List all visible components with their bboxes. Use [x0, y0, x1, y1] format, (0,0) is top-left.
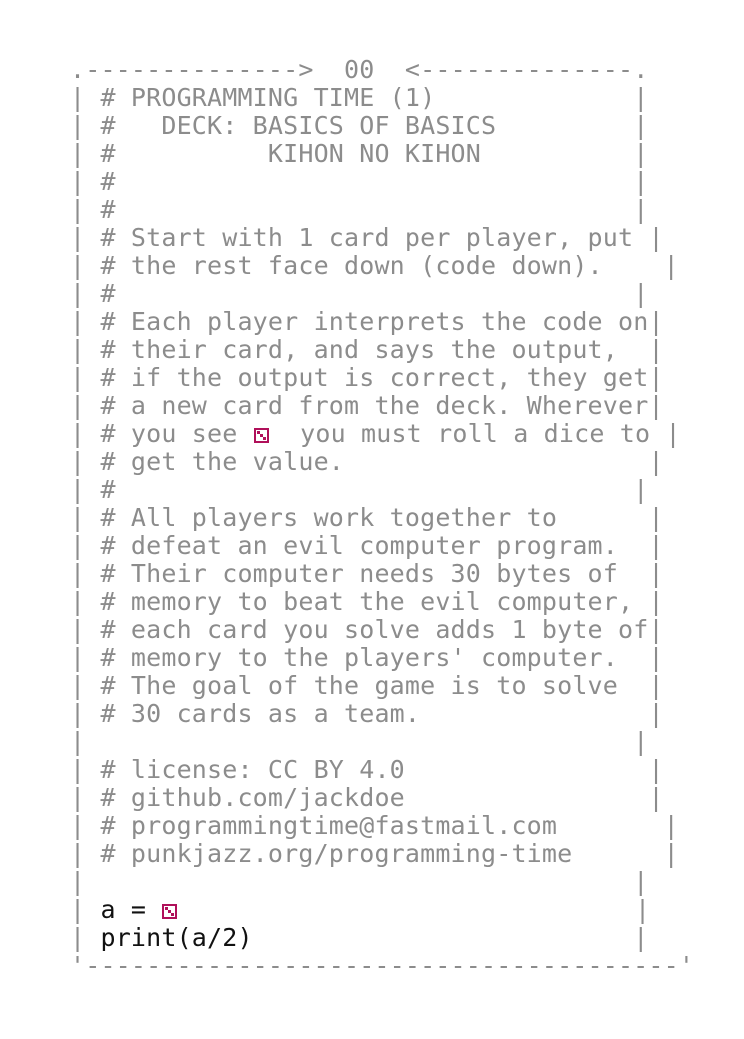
left-edge: | [70, 111, 86, 140]
license-comment: # license: CC BY 4.0 [100, 755, 405, 784]
right-edge: | [648, 643, 664, 672]
left-edge: | [70, 503, 86, 532]
code-print-line: print(a/2) [100, 923, 253, 952]
top-border-right: <--------------. [404, 55, 649, 84]
card-line [70, 868, 694, 896]
left-edge: | [70, 475, 86, 504]
right-edge: | [633, 167, 649, 196]
comment-line: # the rest face down (code down). [100, 251, 603, 280]
left-edge: | [70, 587, 86, 616]
comment-line: # memory to the players' computer. [100, 643, 618, 672]
comment-line: # you see [100, 419, 253, 448]
right-edge: | [648, 307, 664, 336]
right-edge: | [648, 671, 664, 700]
left-edge: | [70, 531, 86, 560]
right-edge: | [648, 391, 664, 420]
comment-line: # Each player interprets the code on [100, 307, 649, 336]
left-edge: | [70, 559, 86, 588]
left-edge: | [70, 727, 86, 756]
card-line [70, 896, 694, 924]
card-number: 00 [344, 55, 375, 84]
comment-line: # Their computer needs 30 bytes of [100, 559, 618, 588]
left-edge: | [70, 307, 86, 336]
left-edge: | [70, 363, 86, 392]
right-edge: | [648, 755, 664, 784]
right-edge: | [648, 615, 664, 644]
card-bottom-border [70, 952, 694, 980]
right-edge: | [633, 727, 649, 756]
card-line [70, 84, 694, 112]
dice-icon [162, 904, 177, 919]
comment-line: # [100, 279, 116, 308]
left-edge: | [70, 391, 86, 420]
left-edge: | [70, 447, 86, 476]
right-edge: | [648, 363, 664, 392]
right-edge: | [648, 503, 664, 532]
right-edge: | [635, 895, 651, 924]
right-edge: | [648, 335, 664, 364]
card-line [70, 756, 694, 784]
right-edge: | [633, 139, 649, 168]
right-edge: | [633, 923, 649, 952]
right-edge: | [633, 867, 649, 896]
left-edge: | [70, 223, 86, 252]
right-edge: | [633, 83, 649, 112]
comment-line: # if the output is correct, they get [100, 363, 649, 392]
card-line [70, 448, 694, 476]
card-line [70, 392, 694, 420]
card-line [70, 560, 694, 588]
card-line [70, 252, 694, 280]
dice-icon [254, 428, 269, 443]
card-line [70, 728, 694, 756]
comment-line: # a new card from the deck. Wherever [100, 391, 649, 420]
deck-comment: # DECK: BASICS OF BASICS [100, 111, 497, 140]
top-border-left: .--------------> [70, 55, 314, 84]
card-line [70, 924, 694, 952]
comment-line: # [100, 475, 116, 504]
right-edge: | [648, 447, 664, 476]
card-line [70, 308, 694, 336]
left-edge: | [70, 335, 86, 364]
right-edge: | [648, 531, 664, 560]
right-edge: | [633, 475, 649, 504]
comment-line: # [100, 167, 116, 196]
left-edge: | [70, 643, 86, 672]
website-comment: # punkjazz.org/programming-time [100, 839, 573, 868]
right-edge: | [633, 111, 649, 140]
comment-line: you must roll a dice to [269, 419, 651, 448]
comment-line: # defeat an evil computer program. [100, 531, 618, 560]
left-edge: | [70, 195, 86, 224]
right-edge: | [663, 811, 679, 840]
left-edge: | [70, 839, 86, 868]
comment-line: # [100, 195, 116, 224]
comment-line: # The goal of the game is to solve [100, 671, 618, 700]
title-comment: # PROGRAMMING TIME (1) [100, 83, 436, 112]
left-edge: | [70, 923, 86, 952]
right-edge: | [648, 559, 664, 588]
card-line [70, 140, 694, 168]
card-line [70, 588, 694, 616]
left-edge: | [70, 419, 86, 448]
github-comment: # github.com/jackdoe [100, 783, 405, 812]
card-line [70, 168, 694, 196]
card-line [70, 364, 694, 392]
card-line [70, 784, 694, 812]
left-edge: | [70, 755, 86, 784]
card-line [70, 196, 694, 224]
right-edge: | [648, 223, 664, 252]
left-edge: | [70, 699, 86, 728]
left-edge: | [70, 279, 86, 308]
card-line [70, 672, 694, 700]
comment-line: # All players work together to [100, 503, 558, 532]
left-edge: | [70, 811, 86, 840]
right-edge: | [648, 587, 664, 616]
left-edge: | [70, 83, 86, 112]
left-edge: | [70, 139, 86, 168]
left-edge: | [70, 167, 86, 196]
card-line [70, 280, 694, 308]
right-edge: | [665, 419, 681, 448]
program-card [70, 56, 694, 980]
comment-line: # their card, and says the output, [100, 335, 618, 364]
right-edge: | [648, 699, 664, 728]
comment-line: # Start with 1 card per player, put [100, 223, 634, 252]
comment-line: # get the value. [100, 447, 345, 476]
left-edge: | [70, 615, 86, 644]
right-edge: | [633, 195, 649, 224]
card-line [70, 616, 694, 644]
comment-line: # 30 cards as a team. [100, 699, 421, 728]
card-line [70, 476, 694, 504]
comment-line: # memory to beat the evil computer, [100, 587, 634, 616]
card-line [70, 812, 694, 840]
card-line [70, 224, 694, 252]
card-top-border [70, 56, 694, 84]
bottom-border: '---------------------------------------' [70, 951, 695, 980]
comment-line: # each card you solve adds 1 byte of [100, 615, 649, 644]
card-line [70, 336, 694, 364]
card-line [70, 112, 694, 140]
email-comment: # programmingtime@fastmail.com [100, 811, 558, 840]
right-edge: | [633, 279, 649, 308]
card-line [70, 504, 694, 532]
right-edge: | [663, 251, 679, 280]
left-edge: | [70, 251, 86, 280]
card-line [70, 700, 694, 728]
left-edge: | [70, 895, 86, 924]
left-edge: | [70, 783, 86, 812]
card-line [70, 420, 694, 448]
left-edge: | [70, 671, 86, 700]
card-line [70, 840, 694, 868]
right-edge: | [663, 839, 679, 868]
code-assign-prefix: a = [100, 895, 162, 924]
left-edge: | [70, 867, 86, 896]
kihon-comment: # KIHON NO KIHON [100, 139, 482, 168]
right-edge: | [648, 783, 664, 812]
card-line [70, 532, 694, 560]
card-line [70, 644, 694, 672]
